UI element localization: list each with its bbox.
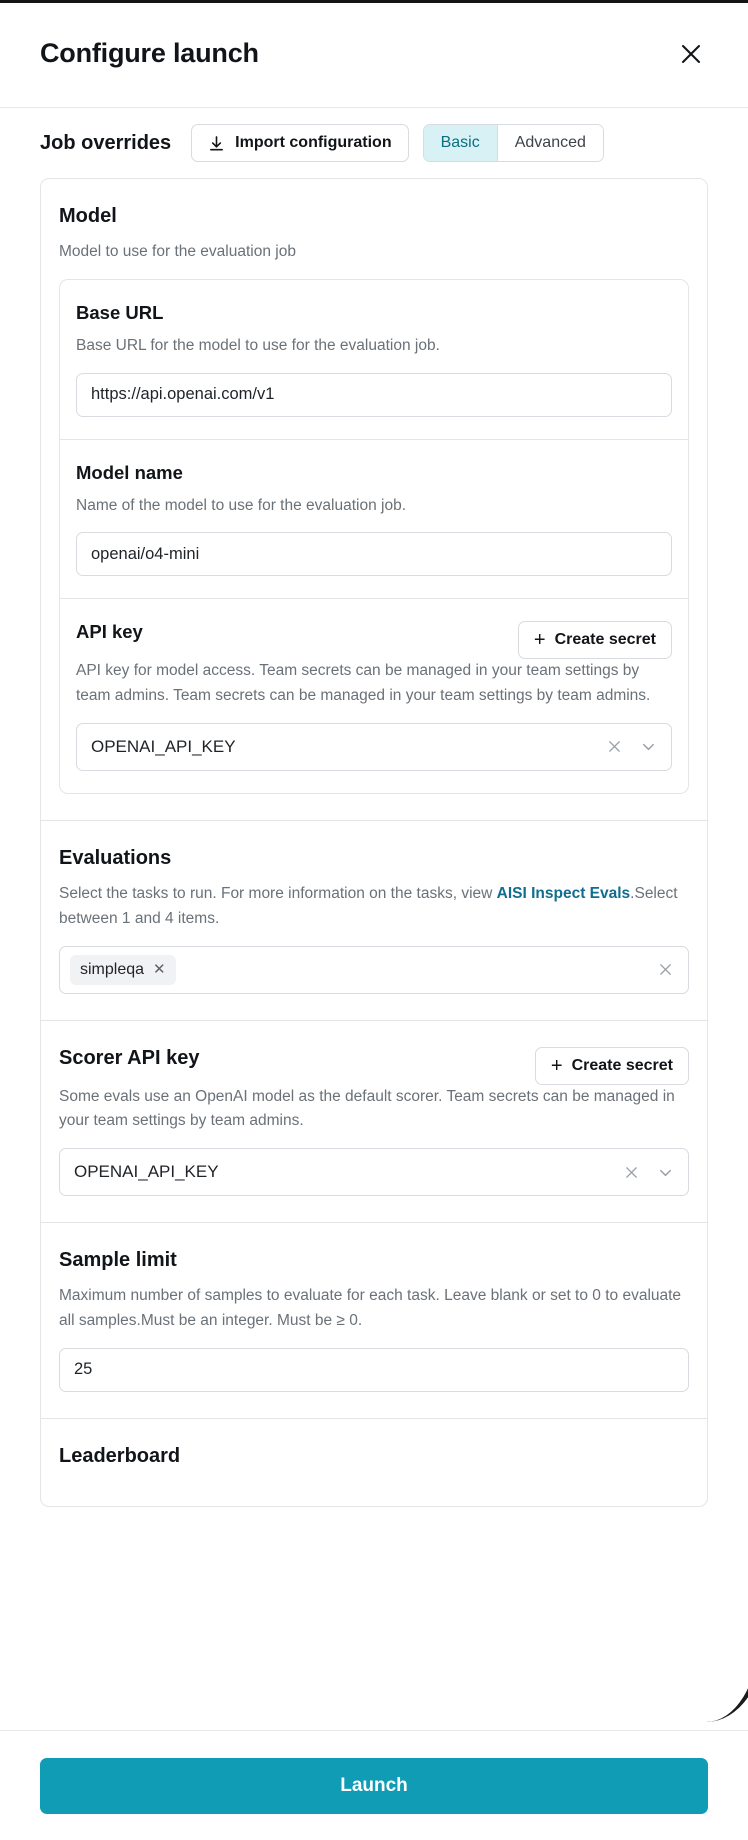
leaderboard-title: Leaderboard	[59, 1444, 181, 1467]
model-title: Model	[59, 205, 117, 227]
tag-remove-icon[interactable]: ✕	[153, 961, 166, 979]
scorer-api-key-value: OPENAI_API_KEY	[74, 1162, 219, 1182]
create-secret-label: Create secret	[571, 1056, 673, 1074]
section-scorer-api-key	[41, 1021, 707, 1224]
job-overrides-label: Job overrides	[40, 131, 172, 154]
clear-all-icon[interactable]	[652, 957, 678, 983]
evaluations-description-part1: Select the tasks to run. For more information on the tasks, view	[59, 884, 497, 902]
section-model	[41, 179, 707, 821]
job-overrides-toolbar	[0, 108, 748, 178]
evaluations-description-part2: .Select between 1 and 4 items.	[59, 884, 678, 927]
api-key-header	[76, 621, 672, 659]
create-secret-button-model[interactable]	[518, 621, 672, 659]
tab-basic[interactable]: Basic	[424, 125, 497, 161]
evaluations-multiselect[interactable]	[59, 946, 689, 994]
model-description: Model to use for the evaluation job	[59, 243, 296, 260]
model-subcard	[59, 279, 689, 794]
api-key-select[interactable]	[76, 723, 672, 771]
scorer-api-key-select[interactable]	[59, 1148, 689, 1196]
download-icon	[208, 135, 225, 152]
tag-label: simpleqa	[80, 960, 145, 978]
base-url-title: Base URL	[76, 301, 164, 323]
chevron-down-icon[interactable]	[652, 1159, 678, 1185]
sample-limit-description: Maximum number of samples to evaluate for each task. Leave blank or set to 0 to evaluate all samples.Must be an integer. Must be ≥ 0.	[59, 1287, 682, 1329]
scorer-title: Scorer API key	[59, 1046, 200, 1069]
section-sample-limit	[41, 1223, 707, 1419]
api-key-value: OPENAI_API_KEY	[91, 736, 236, 756]
api-key-title: API key	[76, 621, 143, 643]
dialog-header	[0, 0, 748, 108]
tag-item[interactable]	[70, 955, 176, 985]
model-name-description: Name of the model to use for the evaluation job.	[76, 496, 407, 514]
api-key-description: API key for model access. Team secrets can be managed in your team settings by team admins. Team secrets can be managed in your team settings by team admins.	[76, 662, 651, 705]
close-icon[interactable]	[674, 37, 708, 71]
evaluations-title: Evaluations	[59, 846, 172, 869]
sample-limit-input[interactable]	[59, 1348, 689, 1392]
scorer-header	[59, 1047, 689, 1085]
window-top-edge	[0, 0, 748, 3]
clear-icon[interactable]	[618, 1159, 644, 1185]
base-url-input[interactable]	[76, 373, 672, 417]
tab-advanced[interactable]: Advanced	[497, 125, 603, 161]
import-configuration-button[interactable]	[191, 124, 408, 162]
chevron-down-icon[interactable]	[635, 734, 661, 760]
mode-segmented-control	[423, 124, 604, 162]
dialog-footer	[0, 1730, 748, 1840]
section-evaluations	[41, 821, 707, 1021]
section-api-key	[60, 599, 688, 793]
dialog-body[interactable]	[0, 178, 748, 1730]
section-model-name	[60, 440, 688, 600]
scorer-description: Some evals use an OpenAI model as the default scorer. Team secrets can be managed in your team settings by team admins.	[59, 1087, 675, 1130]
plus-icon: +	[533, 629, 546, 652]
clear-icon[interactable]	[601, 734, 627, 760]
create-secret-button-scorer[interactable]	[535, 1047, 689, 1085]
page-title: Configure launch	[40, 38, 259, 68]
plus-icon: +	[550, 1054, 563, 1077]
section-base-url	[60, 280, 688, 440]
model-name-input[interactable]	[76, 532, 672, 576]
settings-card	[40, 178, 708, 1507]
base-url-description: Base URL for the model to use for the evaluation job.	[76, 336, 440, 354]
section-leaderboard	[41, 1419, 707, 1506]
aisi-inspect-evals-link[interactable]: AISI Inspect Evals	[496, 884, 631, 902]
model-name-title: Model name	[76, 461, 183, 483]
sample-limit-title: Sample limit	[59, 1249, 177, 1272]
create-secret-label: Create secret	[554, 631, 656, 649]
evaluations-description	[59, 882, 689, 932]
launch-button[interactable]: Launch	[40, 1758, 708, 1814]
import-configuration-label: Import configuration	[235, 134, 392, 151]
